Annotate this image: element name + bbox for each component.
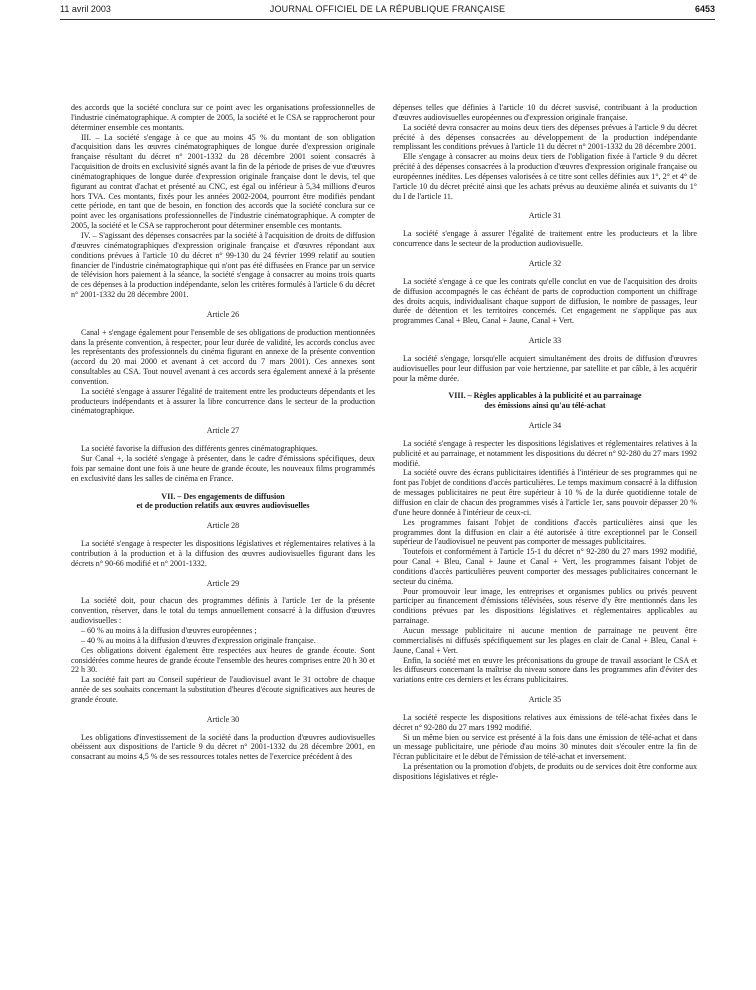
section-heading	[393, 391, 697, 411]
paragraph: Les programmes faisant l'objet de conditions d'accès particulières ainsi que les programmes dont la diffusion en clair a été autorisée à titre exceptionnel par le Conseil supérieur de l'audiovisuel ne peuvent pas comporter de messages publicitaires.	[393, 517, 697, 547]
page-header	[60, 4, 715, 18]
paragraph: La société s'engage à assurer l'égalité de traitement entre les producteurs dépendants et les producteurs indépendants et à assurer la libre concurrence dans le secteur de la production cinématographique.	[71, 386, 375, 416]
article-heading: Article 35	[528, 695, 562, 705]
article-heading: Article 34	[528, 421, 562, 431]
paragraph: Sur Canal +, la société s'engage à présenter, dans le cadre d'émissions spécifiques, deux fois par semaine dont une fois à une heure de grande écoute, les nouveaux films programmés en exclusivité dans les salles de cinéma en France.	[71, 454, 375, 483]
right-column	[393, 103, 697, 782]
paragraph: Enfin, la société met en œuvre les préconisations du groupe de travail associant le CSA et les diffuseurs concernant la maîtrise du niveau sonore dans les programmes afin d'éviter des variations entre ces derniers et les écrans publicitaires.	[393, 655, 697, 685]
section-heading	[71, 492, 375, 512]
header-title: JOURNAL OFFICIEL DE LA RÉPUBLIQUE FRANÇAISE	[269, 4, 506, 14]
section-heading-line: et de production relatifs aux œuvres audiovisuelles	[136, 501, 310, 511]
paragraph: Canal + s'engage également pour l'ensemble de ses obligations de production mentionnées dans la présente convention, à respecter, pour leur durée de validité, les accords conclus avec les représentants des professionnels du cinéma figurant en annexe de la présente convention (accord du 20 mai 2000 et avenant à cet accord du 7 mars 2001). Ces annexes sont consultables au CSA. Tout nouvel avenant à ces accords sera également annexé à la présente convention.	[71, 327, 375, 386]
article-heading: Article 32	[528, 258, 562, 268]
paragraph: La société fait part au Conseil supérieur de l'audiovisuel avant le 31 octobre de chaque année de ses souhaits concernant la substitution d'heures d'écoute significatives aux heures de grande écoute.	[71, 675, 375, 704]
paragraph: La société doit, pour chacun des programmes définis à l'article 1er de la présente convention, réserver, dans le total du temps annuellement consacré à la diffusion d'œuvres audiovisuelles :	[71, 596, 375, 626]
paragraph: dépenses telles que définies à l'article 10 du décret susvisé, contribuant à la production d'œuvres audiovisuelles européennes ou d'expression originale française.	[393, 103, 697, 122]
paragraph: La présentation ou la promotion d'objets, de produits ou de services doit être conforme aux dispositions législatives et régle-	[393, 762, 697, 781]
paragraph: III. – La société s'engage à ce que au moins 45 % du montant de son obligation d'acquisition dans les œuvres cinématographiques de longue durée d'expression originale française résultant du décret n° 2001-1332 du 28 décembre 2001 soient consacrés à l'acquisition de droits en exclusivité signés avant la fin de la période de prises de vue d'œuvres cinématographiques de longue durée d'expression originale française dont le devis, tel que figurant au contrat d'achat et présenté au CNC, est égal ou inférieur à 5,34 millions d'euros hors TVA. Ces montants, fixés pour les années 2002-2004, pourront être modifiés pendant cette période, en tant que de besoin, en fonction des accords que la société conclura sur ce point avec les organisations professionnelles de l'industrie cinématographique. A compter de 2005, la société et le CSA se rapprocheront pour déterminer ensemble ces montants.	[71, 132, 375, 231]
left-column	[71, 103, 375, 762]
section-heading-line: des émissions ainsi qu'au télé-achat	[484, 401, 606, 411]
header-rule	[60, 19, 715, 20]
paragraph: La société s'engage à respecter les dispositions législatives et réglementaires relatives à la contribution à la production et à la diffusion des œuvres audiovisuelles figurant dans les décrets n° 90-66 modifié et n° 2001-1332.	[71, 539, 375, 568]
article-heading: Article 30	[206, 714, 240, 724]
article-heading: Article 27	[206, 426, 240, 436]
paragraph: La société s'engage à ce que les contrats qu'elle conclut en vue de l'acquisition des droits de diffusion accompagnés le cas échéant de parts de coproduction comportent un chiffrage des droits acquis, individualisant chaque support de diffusion, le nombre de passages, leur durée de détention et les territoires concernés. Cet engagement ne s'applique pas aux programmes Canal + Bleu, Canal + Jaune, Canal + Vert.	[393, 276, 697, 326]
paragraph: Si un même bien ou service est présenté à la fois dans une émission de télé-achat et dans un message publicitaire, une période d'au moins 30 minutes doit s'écouler entre la fin de l'écran publicitaire et le début de l'émission de télé-achat et inversement.	[393, 732, 697, 762]
list-item: – 60 % au moins à la diffusion d'œuvres européennes ;	[81, 625, 257, 635]
paragraph: La société s'engage, lorsqu'elle acquiert simultanément des droits de diffusion d'œuvres audiovisuelles pour leur diffusion par voie hertzienne, par satellite et par câble, à les acquérir pour la même durée.	[393, 353, 697, 383]
paragraph: Aucun message publicitaire ni aucune mention de parrainage ne peuvent être commercialisés ni diffusés spécifiquement sur les plages en clair de Canal + Bleu, Canal + Jaune, Canal + Vert.	[393, 625, 697, 655]
article-heading: Article 33	[528, 336, 562, 346]
header-date: 11 avril 2003	[60, 4, 111, 14]
header-page-number: 6453	[694, 4, 715, 14]
paragraph: Elle s'engage à consacrer au moins deux tiers de l'obligation fixée à l'article 9 du décret précité à des dépenses consacrées à la production d'œuvres d'expression originale française ou européennes inédites. Les dépenses valorisées à ce titre sont celles définies aux 1°, 2° et 4° de l'article 10 du décret précité ainsi que les achats prévus au deuxième alinéa et suivants du 1° du I de l'article 11.	[393, 152, 697, 201]
paragraph: Ces obligations doivent également être respectées aux heures de grande écoute. Sont considérées comme heures de grande écoute l'ensemble des heures comprises entre 20 h 30 et 22 h 30.	[71, 645, 375, 675]
paragraph: Les obligations d'investissement de la société dans la production d'œuvres audiovisuelles obéissent aux dispositions de l'article 9 du décret n° 2001-1332 du 28 décembre 2001, en consacrant au moins 4,5 % de ses ressources totales nettes de l'exercice précédent à des	[71, 732, 375, 762]
article-heading: Article 28	[206, 521, 240, 531]
paragraph: IV. – S'agissant des dépenses consacrées par la société à l'acquisition de droits de diffusion d'œuvres cinématographiques d'expression originale française et d'œuvres répondant aux conditions prévues à l'article 10 du décret n° 99-130 du 24 février 1999 relatif au soutien financier de l'industrie cinématographique qui n'ont pas été diffusées en France par un service de télévision hors paiement à la séance, la société s'engage à consacrer au moins trois quarts de ces dépenses à la production indépendante, selon les critères formulés à l'article 6 du décret n° 2001-1332 du 28 décembre 2001.	[71, 230, 375, 300]
paragraph: Pour promouvoir leur image, les entreprises et organismes publics ou privés peuvent participer au financement d'émissions télévisées, sous réserve d'y être mentionnés dans les conditions prévues par les dispositions législatives et réglementaires applicables au parrainage.	[393, 586, 697, 626]
paragraph: La société favorise la diffusion des différents genres cinématographiques.	[81, 444, 318, 454]
paragraph: La société ouvre des écrans publicitaires identifiés à l'intérieur de ses programmes qui ne font pas l'objet de conditions d'accès particulières. Le temps maximum consacré à la diffusion de messages publicitaires ne peut être supérieur à 10 % de la durée quotidienne totale de diffusion en clair de chacun des programmes visés à l'article 1er, sans pouvoir dépasser 20 % d'une heure donnée à l'intérieur de ceux-ci.	[393, 468, 697, 517]
list-item: – 40 % au moins à la diffusion d'œuvres d'expression originale française.	[81, 635, 316, 645]
article-heading: Article 29	[206, 578, 240, 588]
paragraph: des accords que la société conclura sur ce point avec les organisations professionnelles de l'industrie cinématographique. A compter de 2005, la société et le CSA se rapprocheront pour déterminer ensemble ces montants.	[71, 103, 375, 132]
section-heading-line: VIII. – Règles applicables à la publicité et au parrainage	[448, 391, 642, 401]
article-heading: Article 31	[528, 211, 562, 221]
paragraph: La société respecte les dispositions relatives aux émissions de télé-achat fixées dans le décret n° 92-280 du 27 mars 1992 modifié.	[393, 712, 697, 732]
paragraph: Toutefois et conformément à l'article 15-1 du décret n° 92-280 du 27 mars 1992 modifié, pour Canal + Bleu, Canal + Jaune et Canal + Vert, les programmes faisant l'objet de conditions d'accès particulières peuvent comporter des messages publicitaires concernant le secteur du cinéma.	[393, 547, 697, 586]
paragraph: La société s'engage à assurer l'égalité de traitement entre les producteurs et la libre concurrence dans le secteur de la production audiovisuelle.	[393, 229, 697, 249]
paragraph: La société s'engage à respecter les dispositions législatives et réglementaires relatives à la publicité et au parrainage, et notamment les dispositions du décret n° 92-280 du 27 mars 1992 modifié.	[393, 438, 697, 468]
article-heading: Article 26	[206, 309, 240, 319]
paragraph: La société devra consacrer au moins deux tiers des dépenses prévues à l'article 9 du décret précité à des dépenses consacrées au développement de la production indépendante remplissant les conditions prévues à l'article 11 du décret n° 2001-1332 du 28 décembre 2001.	[393, 122, 697, 152]
section-heading-line: VII. – Des engagements de diffusion	[161, 491, 285, 501]
